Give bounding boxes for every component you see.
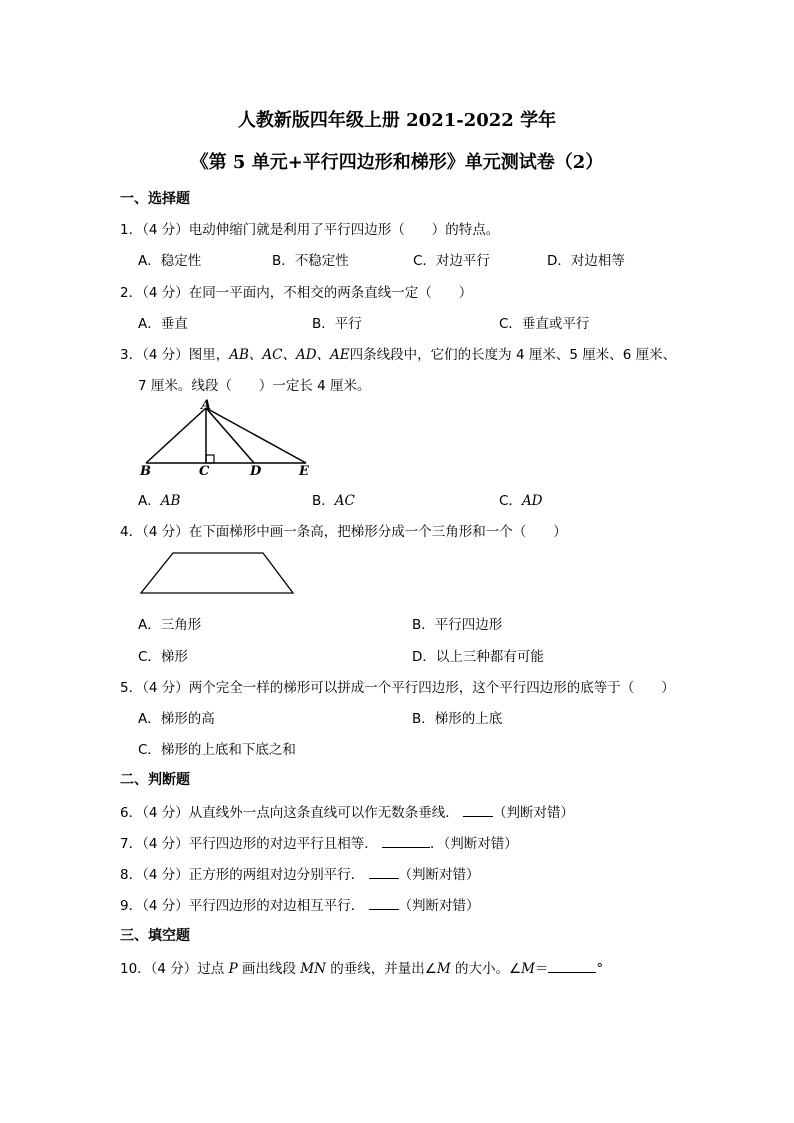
q3-option-c: C．AD (499, 493, 543, 509)
q2-option-b: B．平行 (312, 316, 362, 332)
q4-option-a: A．三角形 (138, 617, 202, 633)
q4-option-b: B．平行四边形 (412, 617, 503, 633)
q1-option-c: C．对边平行 (413, 253, 490, 269)
question-8: 8．（4 分）正方形的两组对边分别平行． （判断对错） (120, 867, 480, 883)
question-3: 3．（4 分）图里，AB、AC、AD、AE四条线段中，它们的长度为 4 厘米、5 厘米、6 厘米、 (120, 347, 677, 363)
question-number: 2．（4 分） (120, 285, 189, 301)
answer-blank[interactable] (382, 834, 430, 848)
segment-ab (146, 408, 206, 463)
question-text: 两个完全一样的梯形可以拼成一个平行四边形，这个平行四边形的底等于（ ） (188, 680, 675, 696)
section-choice: 一、选择题 (120, 191, 190, 207)
q2-option-c: C．垂直或平行 (499, 316, 590, 332)
question-number: 6．（4 分） (120, 805, 189, 821)
question-4 (120, 520, 567, 540)
question-10: 10．（4 分）过点 P 画出线段 MN 的垂线，并量出∠M 的大小。∠M＝ ° (120, 961, 604, 977)
question-2 (120, 281, 472, 301)
question-6: 6．（4 分）从直线外一点向这条直线可以作无数条垂线． （判断对错） (120, 805, 575, 821)
section-fill: 三、填空题 (120, 928, 190, 944)
page-title: 人教新版四年级上册 2021-2022 学年 (237, 110, 557, 131)
question-1 (120, 218, 499, 238)
question-number: 9．（4 分） (120, 898, 189, 914)
answer-blank[interactable] (369, 865, 399, 879)
q4-option-c: C．梯形 (138, 649, 188, 665)
question-7: 7．（4 分）平行四边形的对边平行且相等． ．（判断对错） (120, 836, 518, 852)
q5-option-c: C．梯形的上底和下底之和 (138, 742, 296, 758)
label-e: E (299, 464, 309, 478)
label-a: A (201, 398, 212, 413)
segment-list: AB、AC、AD、AE (229, 347, 350, 363)
question-text: 在下面梯形中画一条高，把梯形分成一个三角形和一个（ ） (188, 524, 567, 540)
question-3-line2: 7 厘米。线段（ ）一定长 4 厘米。 (138, 378, 371, 394)
q4-option-d: D．以上三种都有可能 (412, 649, 544, 665)
trapezoid-figure (138, 548, 298, 598)
question-text: 在同一平面内，不相交的两条直线一定（ ） (188, 285, 473, 301)
question-number: 10．（4 分） (120, 961, 198, 977)
q5-option-a: A．梯形的高 (138, 711, 215, 727)
question-number: 7．（4 分） (120, 836, 189, 852)
right-angle-mark (206, 455, 214, 463)
q3-option-b: B．AC (312, 493, 355, 509)
triangle-figure (136, 398, 326, 478)
question-number: 3．（4 分） (120, 347, 189, 363)
question-number: 5．（4 分） (120, 680, 189, 696)
q1-option-b: B．不稳定性 (272, 253, 349, 269)
answer-blank[interactable] (463, 803, 493, 817)
section-judge: 二、判断题 (120, 772, 190, 788)
question-9: 9．（4 分）平行四边形的对边相互平行． （判断对错） (120, 898, 480, 914)
q1-option-d: D．对边相等 (547, 253, 625, 269)
q3-option-a: A．AB (138, 493, 181, 509)
q2-option-a: A．垂直 (138, 316, 188, 332)
trapezoid-shape (141, 553, 293, 593)
label-d: D (250, 464, 262, 478)
label-b: B (140, 464, 151, 478)
question-5 (120, 676, 675, 696)
label-c: C (199, 464, 210, 478)
q5-option-b: B．梯形的上底 (412, 711, 503, 727)
answer-blank[interactable] (548, 959, 596, 973)
question-number: 8．（4 分） (120, 867, 189, 883)
answer-blank[interactable] (369, 896, 399, 910)
page-subtitle: 《第 5 单元+平行四边形和梯形》单元测试卷（2） (190, 152, 604, 173)
segment-ae (206, 408, 306, 463)
question-number: 4．（4 分） (120, 524, 189, 540)
q1-option-a: A．稳定性 (138, 253, 202, 269)
question-text: 电动伸缩门就是利用了平行四边形（ ）的特点。 (188, 222, 500, 238)
question-number: 1．（4 分） (120, 222, 189, 238)
